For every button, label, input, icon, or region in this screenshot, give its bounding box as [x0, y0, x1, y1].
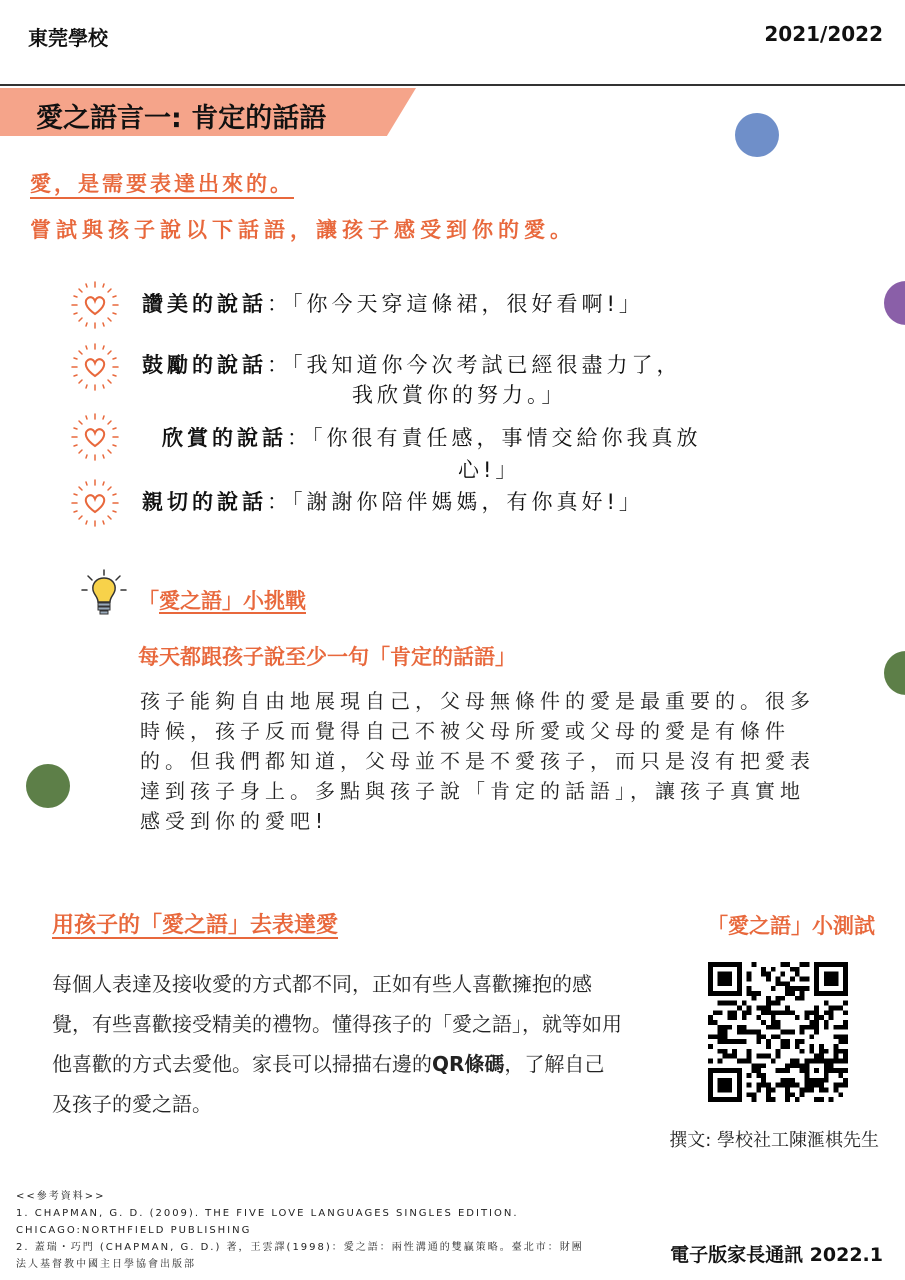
lightbulb-icon [80, 568, 128, 616]
decor-dot-purple [884, 281, 905, 325]
phrase-praise [142, 289, 644, 319]
references-heading: <<參考資料>> [16, 1191, 106, 1202]
phrase-label: 鼓勵的說話 [142, 353, 267, 377]
challenge-body: 孩子能夠自由地展現自己，父母無條件的愛是最重要的。很多時候，孩子反而覺得自己不被父母所愛或父母的愛是有條件的。但我們都知道，父母並不是不愛孩子，而只是沒有把愛表達到孩子身上。多點與孩子說「肯定的話語」，讓孩子真實地感受到你的愛吧! [140, 689, 815, 833]
phrase-encourage [142, 350, 682, 380]
heart-icon [70, 478, 120, 528]
section-body [52, 964, 622, 1124]
newsletter-footer: 電子版家長通訊 2022.1 [670, 1244, 883, 1266]
challenge-title-part: 「 [138, 589, 159, 613]
section-body-bold: QR條碼 [432, 1052, 505, 1076]
section-body-text: 每個人表達及接收愛的方式都不同，正如有些人喜歡擁抱的感覺，有些喜歡接受精美的禮物。懂得孩子的「愛之語」，就等如用他喜歡的方式去愛他。家長可以掃描右邊的 [52, 972, 622, 1076]
intro-line-2: 嘗試與孩子說以下話語，讓孩子感受到你的愛。 [30, 218, 576, 242]
heart-icon [70, 280, 120, 330]
challenge-title-part: 」小挑戰 [222, 589, 306, 613]
reference-line: 1. CHAPMAN, G. D. (2009). THE FIVE LOVE LANGUAGES SINGLES EDITION. [16, 1208, 519, 1219]
phrase-text: 「你今天穿這條裙，很好看啊!」 [292, 292, 644, 316]
page-title: 愛之語言一: 肯定的話語 [36, 103, 327, 134]
phrase-label: 讚美的說話 [142, 292, 267, 316]
phrase-separator: ： [287, 426, 312, 450]
section-title: 用孩子的「愛之語」去表達愛 [52, 913, 339, 938]
qr-code[interactable] [708, 962, 848, 1102]
header-divider [0, 84, 905, 86]
heart-icon [70, 342, 120, 392]
references [16, 1188, 606, 1273]
challenge-title-part: 愛之語 [159, 589, 222, 613]
reference-line: 2. 蓋瑞・巧門 (CHAPMAN, G. D.) 著，王雲譯(1998)：愛之語：兩性溝通的雙贏策略。臺北市：財團 [16, 1242, 584, 1253]
school-name: 東莞學校 [28, 26, 108, 50]
phrase-appreciate [162, 423, 702, 453]
decor-dot-blue [735, 113, 779, 157]
phrase-text: 「你很有責任感，事情交給你我真放 [312, 426, 702, 450]
challenge-subtitle: 每天都跟孩子說至少一句「肯定的話語」 [138, 645, 516, 669]
phrase-separator: ： [267, 353, 292, 377]
phrase-text: 「我知道你今次考試已經很盡力了， [292, 353, 682, 377]
phrase-separator: ： [267, 292, 292, 316]
phrase-label: 欣賞的說話 [162, 426, 287, 450]
reference-line: CHICAGO:NORTHFIELD PUBLISHING [16, 1225, 252, 1236]
phrase-text-continued: 我欣賞你的努力。」 [352, 383, 567, 407]
school-year: 2021/2022 [764, 22, 883, 46]
phrase-kind [142, 487, 644, 517]
phrase-text: 「謝謝你陪伴媽媽，有你真好!」 [292, 490, 644, 514]
decor-dot-green-left [26, 764, 70, 808]
challenge-title [138, 585, 306, 615]
heart-icon [70, 412, 120, 462]
intro-line-1: 愛，是需要表達出來的。 [30, 172, 294, 196]
author-credit: 撰文: 學校社工陳滙棋先生 [669, 1130, 879, 1151]
reference-line: 法人基督教中國主日學協會出版部 [16, 1259, 196, 1270]
phrase-label: 親切的說話 [142, 490, 267, 514]
phrase-separator: ： [267, 490, 292, 514]
phrase-text-continued: 心!」 [458, 458, 521, 482]
decor-dot-green-right [884, 651, 905, 695]
section-body-text: ，了解自己及孩子的愛之語。 [52, 1052, 605, 1116]
quiz-title: 「愛之語」小測試 [707, 914, 875, 938]
